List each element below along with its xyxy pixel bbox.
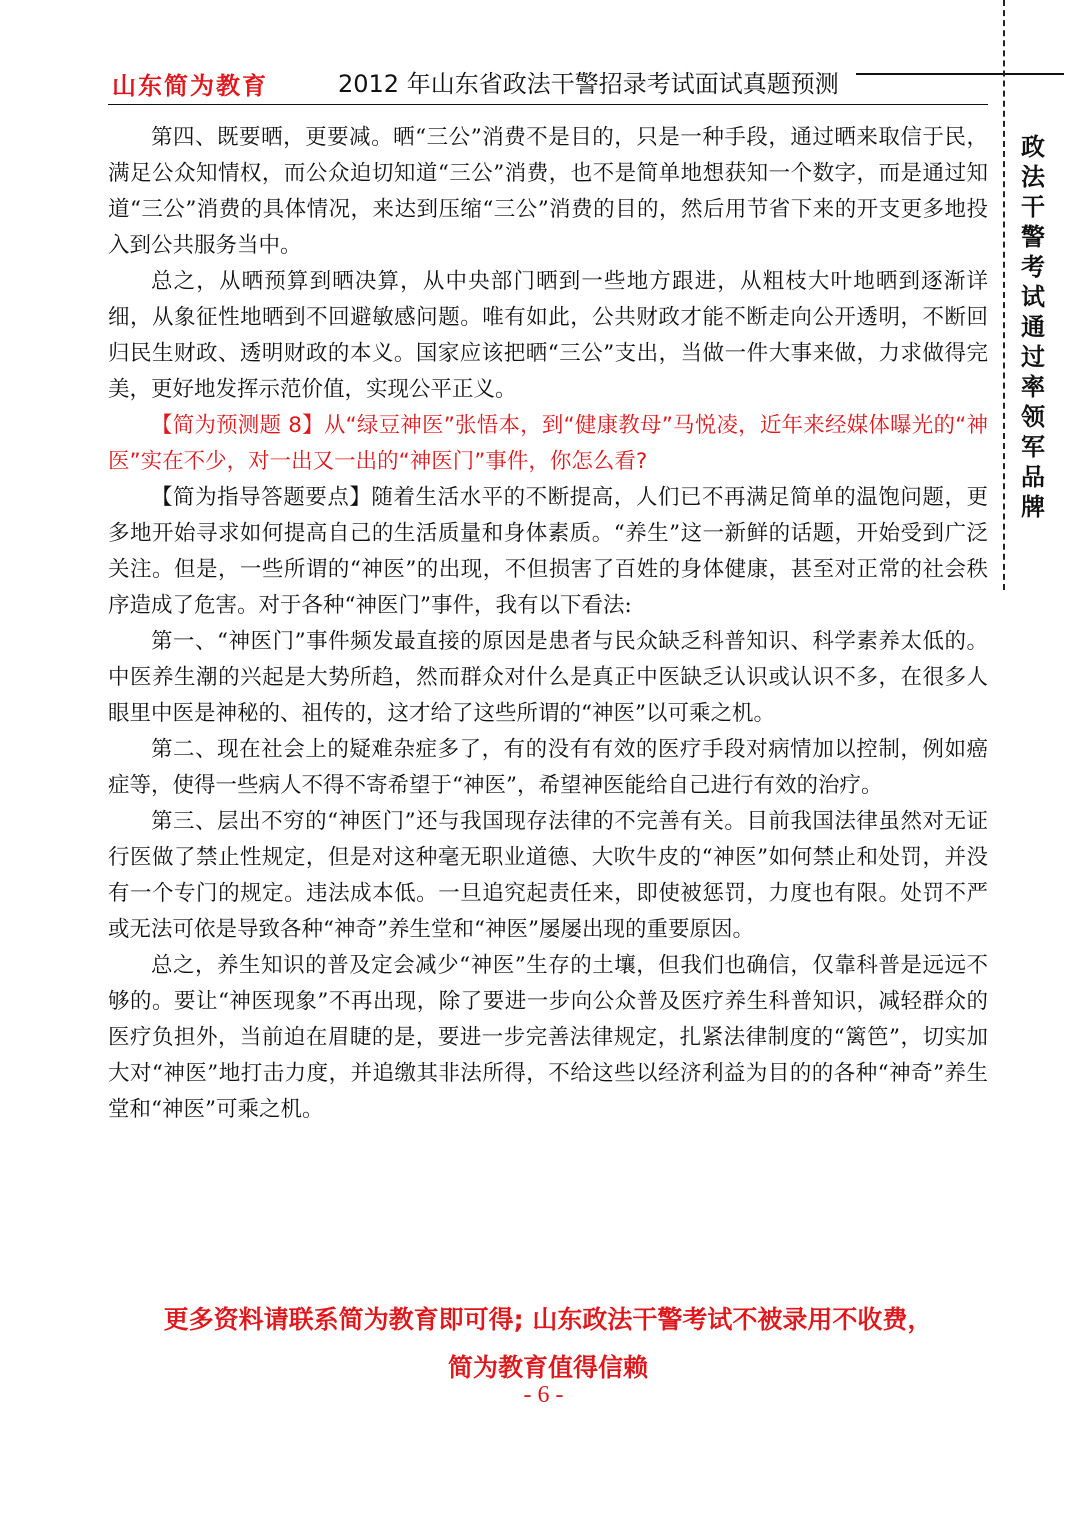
answer-intro-text: 随着生活水平的不断提高，人们已不再满足简单的温饱问题，更多地开始寻求如何提高自己的生活质量和身体素质。“养生”这一新鲜的话题，开始受到广泛关注。但是，一些所谓的“神医”的出现，不但损害了百姓的身体健康，甚至对正常的社会秩序造成了危害。对于各种“神医门”事件，我有以下看法:: [108, 485, 988, 618]
header-rule-short: [856, 73, 1064, 75]
footer-line-1: 更多资料请联系简为教育即可得; 山东政法干警考试不被录用不收费，: [163, 1305, 933, 1334]
question-8-text: 从“绿豆神医”张悟本，到“健康教母”马悦凌，近年来经媒体曝光的“神医”实在不少，对一出又一出的“神医门”事件，你怎么看?: [108, 413, 989, 474]
main-content: [108, 120, 988, 1128]
question-8-label: 【简为预测题 8】: [151, 413, 324, 438]
paragraph-third-reason: 第三、层出不穷的“神医门”还与我国现存法律的不完善有关。目前我国法律虽然对无证行医做了禁止性规定，但是对这种毫无职业道德、大吹牛皮的“神医”如何禁止和处罚，并没有一个专门的规定。违法成本低。一旦追究起责任来，即使被惩罚，力度也有限。处罚不严或无法可依是导致各种“神奇”养生堂和“神医”屡屡出现的重要原因。: [108, 809, 988, 942]
footer-line-2: 简为教育值得信赖: [447, 1353, 648, 1382]
footer-promo: [108, 1296, 988, 1392]
paragraph-second-reason: 第二、现在社会上的疑难杂症多了，有的没有有效的医疗手段对病情加以控制，例如癌症等，使得一些病人不得不寄希望于“神医”，希望神医能给自己进行有效的治疗。: [108, 737, 988, 798]
page-number: - 6 -: [523, 1382, 564, 1408]
document-title: 2012 年山东省政法干警招录考试面试真题预测: [338, 70, 839, 98]
question-8: [108, 408, 988, 480]
answer-label: 【简为指导答题要点】: [151, 485, 372, 510]
paragraph-fourth-point: 第四、既要晒，更要减。晒“三公”消费不是目的，只是一种手段，通过晒来取信于民，满足公众知情权，而公众迫切知道“三公”消费，也不是简单地想获知一个数字，而是通过知道“三公”消费的具体情况，来达到压缩“三公”消费的目的，然后用节省下来的开支更多地投入到公共服务当中。: [108, 125, 988, 258]
paragraph-summary-one: 总之，从晒预算到晒决算，从中央部门晒到一些地方跟进，从粗枝大叶地晒到逐渐详细，从象征性地晒到不回避敏感问题。唯有如此，公共财政才能不断走向公开透明，不断回归民生财政、透明财政的本义。国家应该把晒“三公”支出，当做一件大事来做，力求做得完美，更好地发挥示范价值，实现公平正义。: [108, 269, 988, 402]
side-dashed-line: [1003, 0, 1005, 590]
paragraph-conclusion: 总之，养生知识的普及定会减少“神医”生存的土壤，但我们也确信，仅靠科普是远远不够的。要让“神医现象”不再出现，除了要进一步向公众普及医疗养生科普知识，减轻群众的医疗负担外，当前迫在眉睫的是，要进一步完善法律规定，扎紧法律制度的“篱笆”，切实加大对“神医”地打击力度，并追缴其非法所得，不给这些以经济利益为目的的各种“神奇”养生堂和“神医”可乘之机。: [108, 953, 988, 1122]
paragraph-first-reason: 第一、“神医门”事件频发最直接的原因是患者与民众缺乏科普知识、科学素养太低的。中医养生潮的兴起是大势所趋，然而群众对什么是真正中医缺乏认识或认识不多，在很多人眼里中医是神秘的、祖传的，这才给了这些所谓的“神医”以可乘之机。: [108, 629, 988, 726]
answer-intro: [108, 480, 988, 624]
brand-name: 山东简为教育: [112, 72, 268, 100]
side-vertical-slogan: 政法干警考试通过率领军品牌: [1021, 133, 1045, 521]
header-rule: [108, 104, 988, 105]
